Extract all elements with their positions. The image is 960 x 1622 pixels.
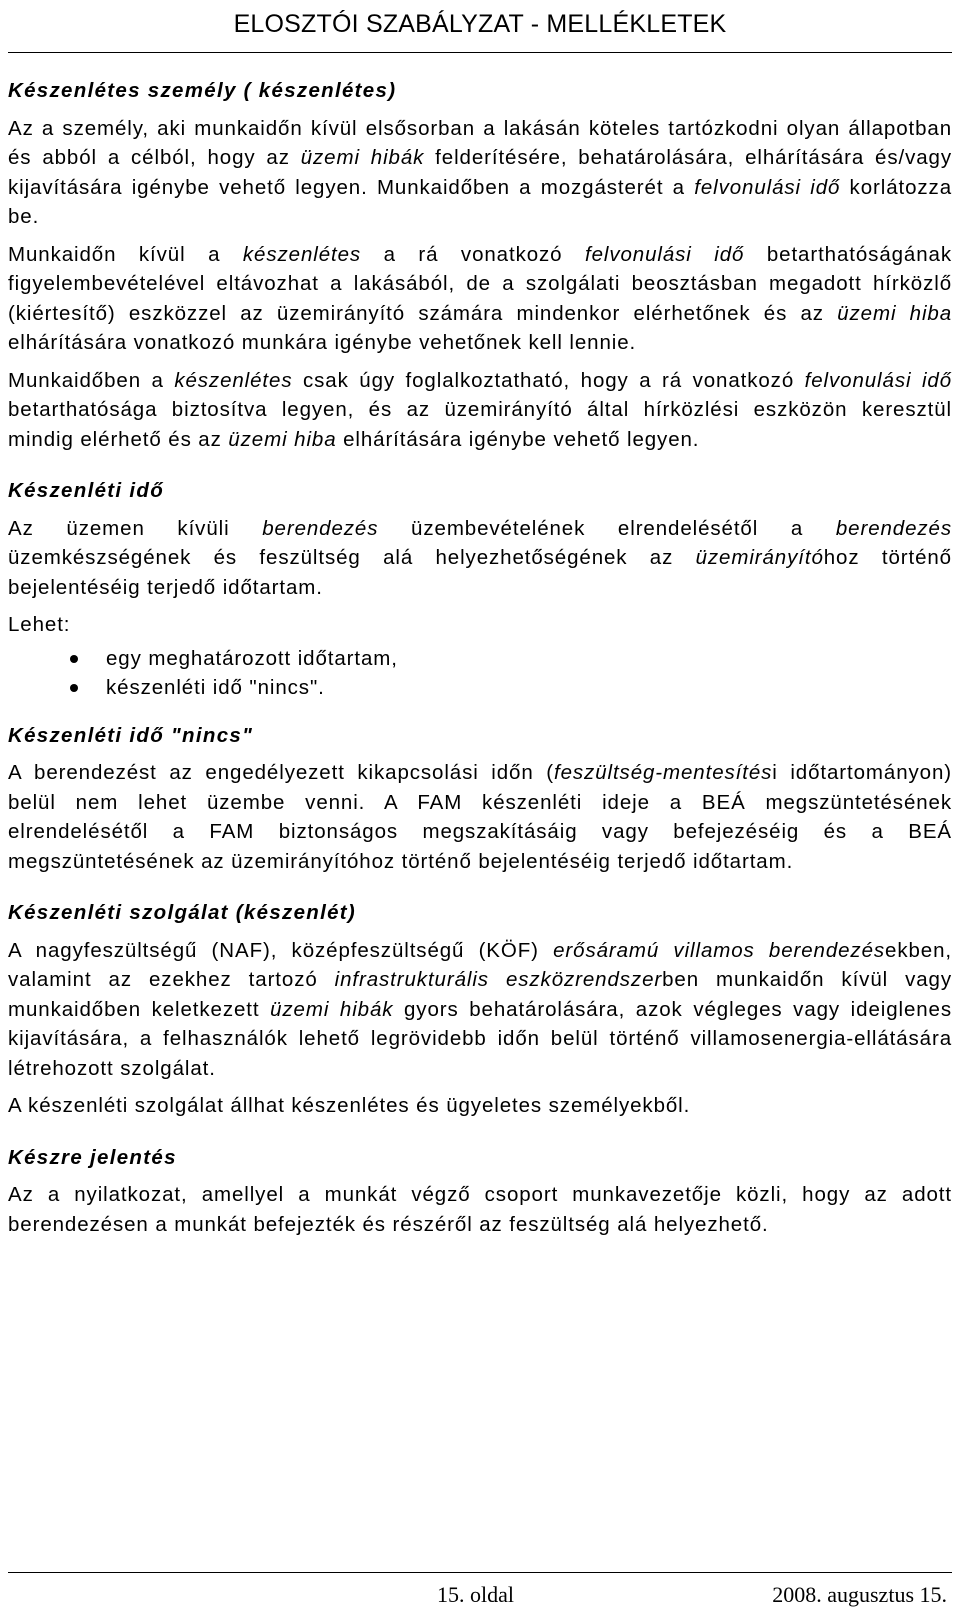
italic-term: berendezés bbox=[835, 516, 952, 540]
text-run: A nagyfeszültségű (NAF), középfeszültségű (KÖF) bbox=[8, 938, 554, 962]
page-number: 15. oldal bbox=[437, 1582, 514, 1607]
list-lead: Lehet: bbox=[8, 613, 71, 636]
text-run: gyors behatárolására, azok végleges vagy ideiglenes kijavítására, a felhasználók lehető legrövidebb időn belül történő villamosenergia-ellátására létrehozott szolgálat. bbox=[8, 997, 953, 1080]
italic-term: üzemi hibák bbox=[270, 997, 394, 1021]
paragraph bbox=[8, 240, 952, 358]
text-run: a rá vonatkozó bbox=[361, 242, 585, 266]
list-item: egy meghatározott időtartam, bbox=[8, 644, 952, 674]
text-run: A berendezést az engedélyezett kikapcsolási időn ( bbox=[8, 761, 554, 784]
paragraph bbox=[8, 366, 952, 455]
paragraph bbox=[8, 936, 952, 1084]
text-run: A készenléti szolgálat állhat készenlétes és ügyeletes személyekből. bbox=[8, 1094, 691, 1117]
heading-keszenletes-szemely: Készenlétes személy ( készenlétes) bbox=[8, 79, 397, 102]
text-run: i időtartományon) belül nem lehet üzembe venni. A FAM készenléti ideje a BEÁ megszüntetésének elrendelésétől a FAM biztonságos megszakításáig vagy befejezéséig és a BEÁ megszüntetésének az üzemirányítóhoz történő bejelentéséig terjedő időtartam. bbox=[8, 761, 952, 873]
italic-term: üzemi hibák bbox=[300, 146, 425, 169]
header-divider bbox=[8, 52, 952, 53]
text-run: Az a személy, aki munkaidőn kívül elsősorban a lakásán köteles tartózkodni olyan állapotban és abból a célból, hogy az bbox=[8, 116, 952, 169]
text-run: Munkaidőben a bbox=[8, 368, 175, 392]
italic-term: felvonulási idő bbox=[694, 175, 841, 199]
italic-term: készenlétes bbox=[242, 242, 362, 266]
text-run: Munkaidőn kívül a bbox=[8, 242, 243, 266]
paragraph bbox=[8, 514, 952, 603]
bullet-icon bbox=[70, 655, 78, 663]
text-run: üzembevételének elrendelésétől a bbox=[378, 516, 836, 540]
italic-term: infrastrukturális eszközrendszer bbox=[334, 968, 663, 991]
document-date: 2008. augusztus 15. bbox=[772, 1582, 947, 1607]
italic-term: berendezés bbox=[262, 516, 379, 540]
bullet-icon bbox=[70, 684, 78, 692]
paragraph bbox=[8, 1180, 952, 1239]
text-run: felderítésére, behatárolására, elhárítására és/vagy kijavítására igénybe vehető legyen. Munkaidőben a mozgásterét a bbox=[8, 146, 953, 199]
text-run: ekben, valamint az ezekhez tartozó bbox=[8, 938, 952, 991]
text-run: Az a nyilatkozat, amellyel a munkát végző csoport munkavezetője közli, hogy az adott berendezésen a munkát befejezték és részéről az feszültség alá helyezhető. bbox=[8, 1183, 952, 1236]
paragraph bbox=[8, 1091, 952, 1121]
text-run: ben munkaidőn kívül vagy munkaidőben keletkezett bbox=[8, 968, 952, 1021]
text-run: korlátozza be. bbox=[8, 175, 952, 228]
heading-keszenleti-ido: Készenléti idő bbox=[8, 479, 165, 502]
page-header: ELOSZTÓI SZABÁLYZAT - MELLÉKLETEK bbox=[233, 10, 727, 38]
document-body bbox=[8, 76, 952, 1239]
text-run: csak úgy foglalkoztatható, hogy a rá vonatkozó bbox=[292, 368, 805, 392]
paragraph bbox=[8, 114, 952, 232]
bullet-list bbox=[8, 644, 952, 703]
text-run: elhárítására igénybe vehető legyen. bbox=[336, 427, 700, 451]
italic-term: üzemi hiba bbox=[228, 427, 337, 451]
list-item: készenléti idő "nincs". bbox=[8, 673, 952, 703]
heading-keszenleti-szolgalat: Készenléti szolgálat (készenlét) bbox=[8, 901, 357, 924]
italic-term: készenlétes bbox=[174, 368, 293, 392]
text-run: üzemkészségének és feszültség alá helyezhetőségének az bbox=[8, 546, 696, 569]
italic-term: erősáramú villamos berendezés bbox=[553, 938, 886, 962]
footer-divider bbox=[8, 1572, 952, 1573]
heading-keszenleti-ido-nincs: Készenléti idő "nincs" bbox=[8, 723, 254, 747]
text-run: hoz történő bejelentéséig terjedő időtartam. bbox=[8, 546, 952, 599]
italic-term: üzemirányító bbox=[695, 546, 824, 569]
paragraph bbox=[8, 758, 952, 876]
italic-term: feszültség-mentesítés bbox=[554, 761, 773, 784]
heading-keszre-jelentes: Készre jelentés bbox=[8, 1145, 177, 1169]
text-run: Az üzemen kívüli bbox=[8, 516, 263, 540]
text-run: elhárítására vonatkozó munkára igénybe vehetőnek kell lennie. bbox=[8, 331, 637, 354]
text-run: betarthatóságának figyelembevételével eltávozhat a lakásából, de a szolgálati beosztásban megadott hírközlő (kiértesítő) eszközzel az üzemirányító számára mindenkor elérhetőnek és az bbox=[8, 242, 952, 325]
italic-term: felvonulási idő bbox=[804, 368, 952, 392]
text-run: betarthatósága biztosítva legyen, és az üzemirányító által hírközlési eszközön keresztül mindig elérhető és az bbox=[8, 398, 952, 451]
italic-term: üzemi hiba bbox=[837, 301, 953, 325]
italic-term: felvonulási idő bbox=[585, 242, 745, 266]
